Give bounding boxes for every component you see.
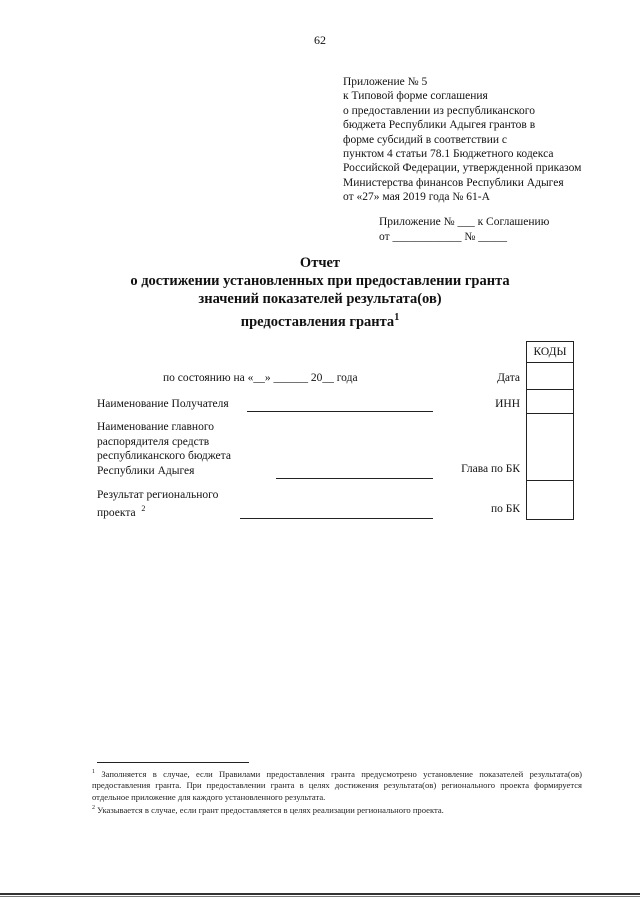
manager-label-line: Республики Адыгея [97,464,195,477]
bk-label: по БК [490,503,520,515]
codes-header: КОДЫ [533,346,567,358]
head-bk-label: Глава по БК [461,463,520,475]
report-subtitle-3 [0,309,640,331]
scan-edge-line [0,896,640,897]
attachment-line-2: от ____________ № _____ [379,230,507,243]
footnote-2 [92,803,582,816]
manager-label [97,420,231,478]
header-note-line: форме субсидий в соответствии с [343,133,507,146]
head-bk-code-cell[interactable] [527,413,573,414]
header-note-line: пунктом 4 статьи 78.1 Бюджетного кодекса [343,148,554,161]
manager-label-line: распорядителя средств [97,435,210,448]
result-input-line[interactable] [240,518,433,519]
footnote-separator [97,762,249,763]
footnote-2-number: 2 [92,805,96,811]
report-subtitle-2: значений показателей результата(ов) [198,291,442,307]
manager-label-line: республиканского бюджета [97,450,231,462]
footnote-ref-2: 2 [141,504,146,513]
result-label-line-1: Результат регионального [97,489,219,501]
date-code-cell[interactable] [527,362,573,363]
report-title: Отчет [299,255,341,271]
header-note-line: от «27» мая 2019 года № 61-А [343,191,490,204]
as-of-date-label: по состоянию на «__» ______ 20__ года [163,372,358,384]
manager-label-line: Наименование главного [97,421,215,433]
header-note-line: к Типовой форме соглашения [343,90,488,103]
header-note [343,75,581,205]
result-label-text: проекта [97,506,136,519]
recipient-label: Наименование Получателя [97,398,229,410]
footnote-1-number: 1 [92,769,96,775]
date-label: Дата [497,372,520,384]
header-note-line: Приложение № 5 [343,76,428,88]
result-label-line-2 [97,502,145,520]
footnote-1-text: Заполняется в случае, если Правилами предоставления гранта предусмотрено установление показателей результата(ов) предоставления гранта. При предоставлении гранта в целях достижения результата(ов) регионального проекта формируется отдельное приложение для каждого установленного результата. [92,768,582,802]
header-note-line: о предоставлении из республиканского [343,104,535,117]
bk-code-cell[interactable] [527,480,573,481]
header-note-line: Российской Федерации, утвержденной приказом [343,162,582,175]
attachment-reference [379,215,549,244]
report-subtitle-3-text: предоставления гранта [240,313,395,330]
codes-column [526,341,574,520]
footnote-2-text: Указывается в случае, если грант предоставляется в целях реализации регионального проекта. [97,804,444,815]
footnote-1 [92,767,582,803]
attachment-line-1: Приложение № ___ к Соглашению [379,216,550,228]
inn-label: ИНН [495,398,520,410]
page-number: 62 [314,33,326,47]
footnote-ref-1: 1 [394,312,400,323]
scan-edge-line [0,893,640,895]
header-note-line: бюджета Республики Адыгея грантов в [343,119,536,132]
report-subtitle-1: о достижении установленных при предоставлении гранта [130,273,510,289]
inn-code-cell[interactable] [527,389,573,390]
recipient-input-line[interactable] [247,411,433,412]
header-note-line: Министерства финансов Республики Адыгея [343,176,564,189]
manager-input-line[interactable] [276,478,433,479]
